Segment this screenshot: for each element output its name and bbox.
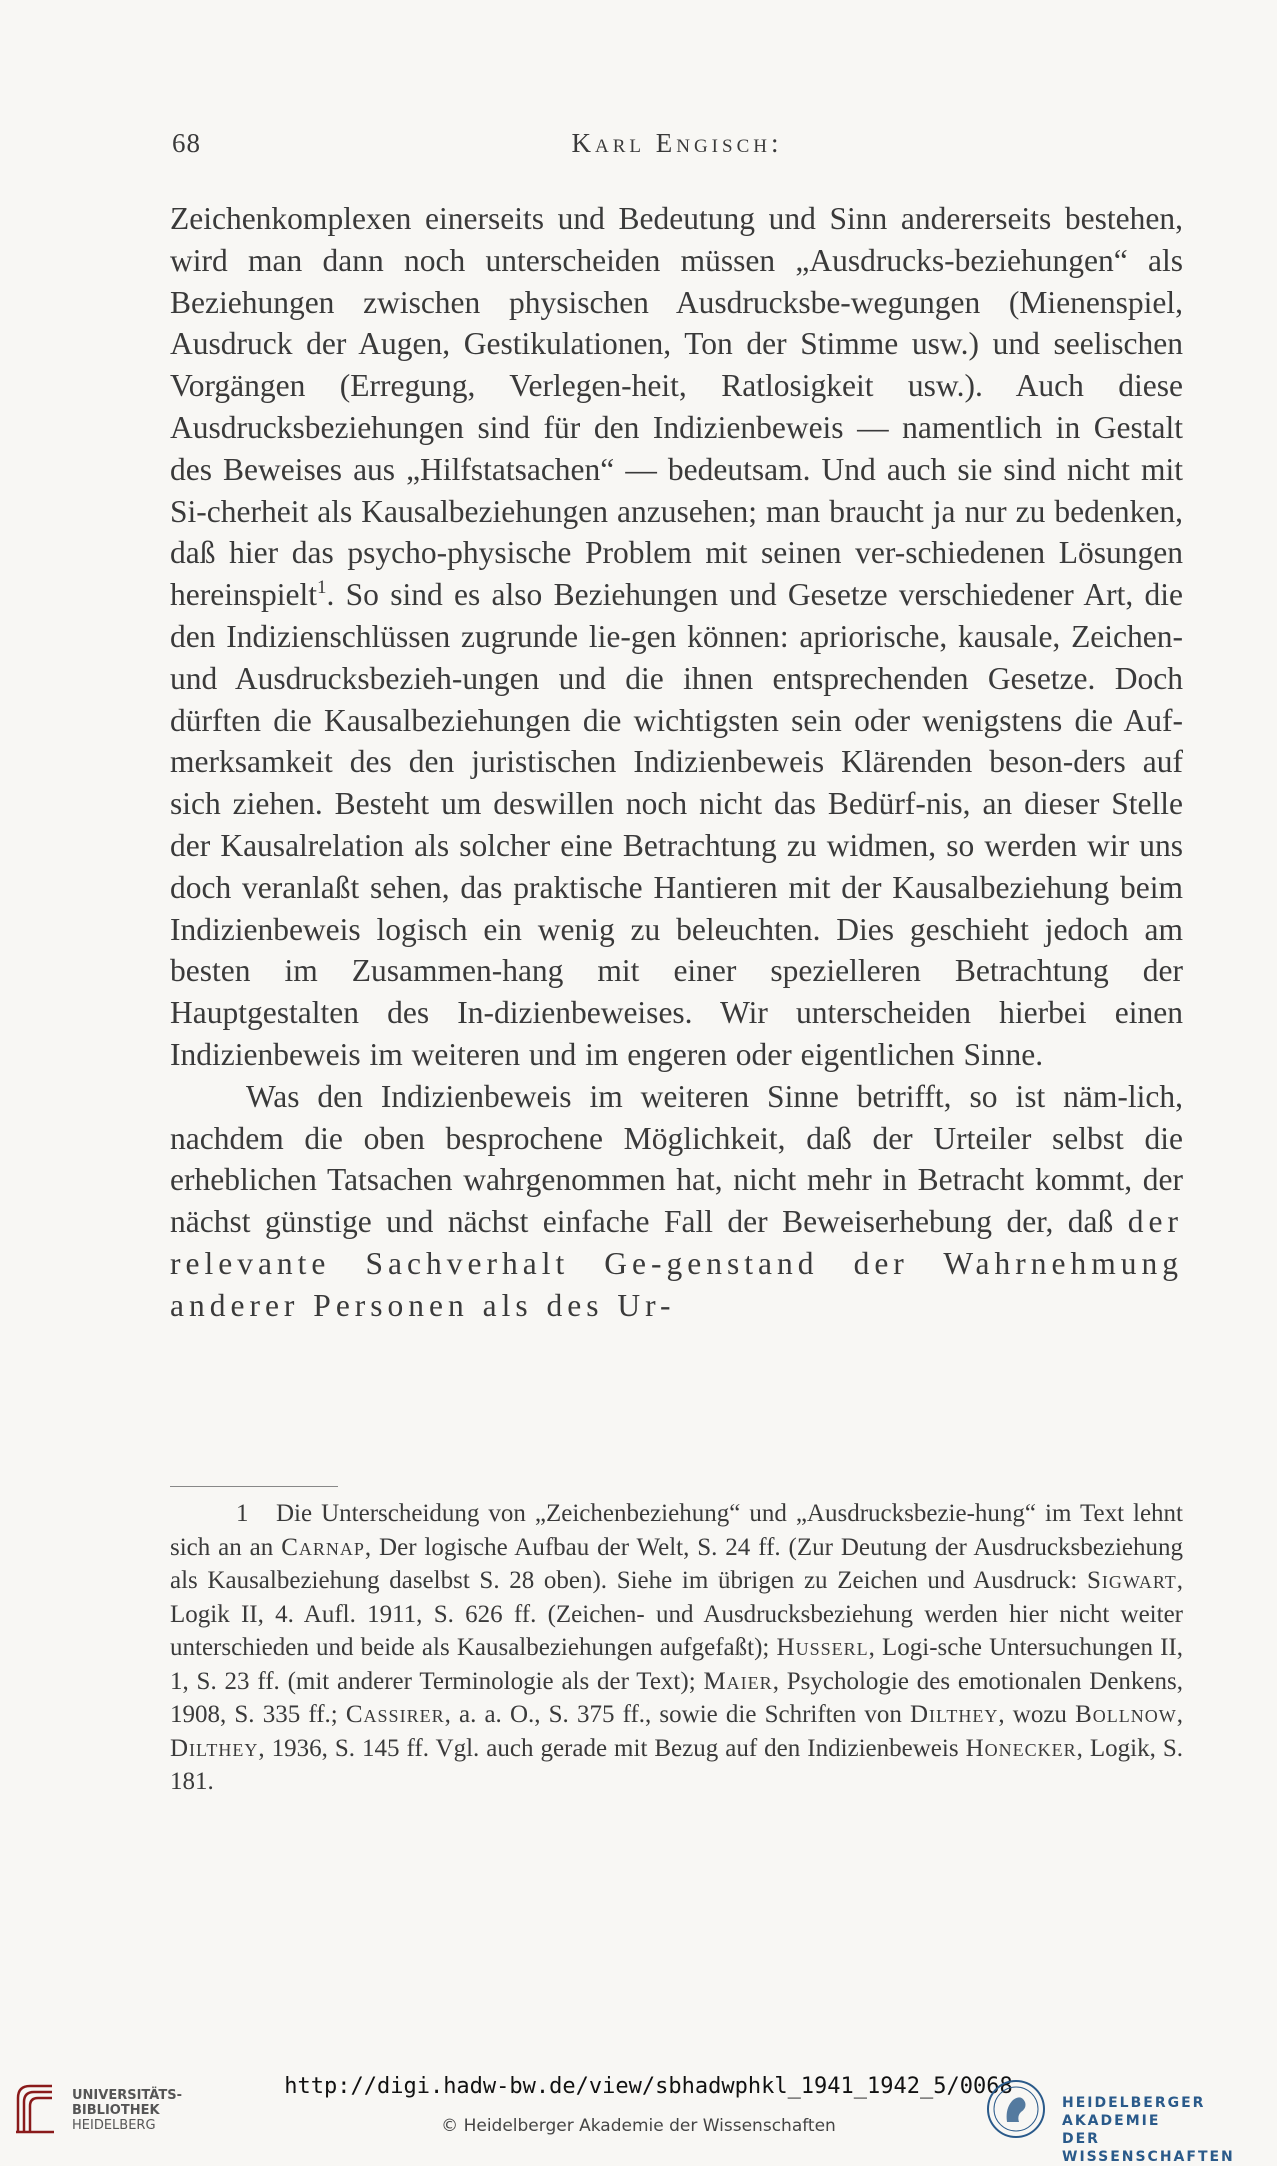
paragraph-1 xyxy=(170,198,1183,1076)
author-name: Dilthey xyxy=(170,1734,259,1762)
paragraph-1-part-2: . So sind es also Beziehungen und Gesetze verschiedener Art, die den Indizienschlüssen zugrunde lie-gen können: apriorische, kausale, Zeichen- und Ausdrucksbezieh-ungen und die ihnen entsprechenden Gesetze. Doch dürften die Kausalbeziehungen die wichtigsten sein oder wenigstens die Auf-merksamkeit des den juristischen Indizienbeweis Klärenden beson-ders auf sich ziehen. Besteht um deswillen noch nicht das Bedürf-nis, an dieser Stelle der Kausalrelation als solcher eine Betrachtung zu widmen, so werden wir uns doch veranlaßt sehen, das praktische Hantieren mit der Kausalbeziehung beim Indizienbeweis logisch ein wenig zu beleuchten. Dies geschieht jedoch am besten im Zusammen-hang mit einer spezielleren Betrachtung der Hauptgestalten des In-dizienbeweises. Wir unterscheiden hierbei einen Indizienbeweis im weiteren und im engeren oder eigentlichen Sinne. xyxy=(170,577,1183,1072)
page-number: 68 xyxy=(172,128,201,158)
author-name: Husserl xyxy=(776,1634,869,1661)
paragraph-1-part-1: Zeichenkomplexen einerseits und Bedeutung und Sinn andererseits bestehen, wird man dann noch unterscheiden müssen „Ausdrucks-beziehungen“ als Beziehungen zwischen physischen Ausdrucksbe-wegungen (Mienenspiel, Ausdruck der Augen, Gestikulationen, Ton der Stimme usw.) und seelischen Vorgängen (Erregung, Verlegen-heit, Ratlosigkeit usw.). Auch diese Ausdrucksbeziehungen sind für den Indizienbeweis — namentlich in Gestalt des Beweises aus „Hilfstatsachen“ — bedeutsam. Und auch sie sind nicht mit Si-cherheit als Kausalbeziehungen anzusehen; man braucht ja nur zu bedenken, daß hier das psycho-physische Problem mit seinen ver-schiedenen Lösungen hereinspielt xyxy=(170,201,1183,613)
footnote-segment: , wozu xyxy=(998,1701,1076,1728)
footnote-segment: , Logik II, 4. Aufl. 1911, S. 626 ff. (Zeichen- und Ausdrucksbeziehung werden hier nicht weiter unterschieden und beide als Kausalbeziehungen aufgefaßt); xyxy=(170,1567,1183,1661)
footnote-segment: , 1936, S. 145 ff. Vgl. auch gerade mit Bezug auf den Indizienbeweis xyxy=(258,1734,966,1762)
academy-name xyxy=(1062,2094,1277,2166)
footer xyxy=(0,2068,1277,2165)
footnote-divider xyxy=(170,1486,338,1487)
paragraph-2 xyxy=(170,1076,1183,1327)
running-head: Karl Engisch: xyxy=(571,128,783,158)
academy-line-2: DER WISSENSCHAFTEN xyxy=(1062,2131,1235,2165)
footnote-reference[interactable]: 1 xyxy=(316,577,327,599)
footnote xyxy=(170,1497,1183,1799)
library-line-3: HEIDELBERG xyxy=(72,2118,156,2133)
footnote-segment: , a. a. O., S. 375 ff., sowie die Schriften von xyxy=(444,1701,910,1728)
author-name: Honecker xyxy=(965,1734,1077,1762)
library-line-2: BIBLIOTHEK xyxy=(72,2103,160,2118)
paragraph-2-part-1: Was den Indizienbeweis im weiteren Sinne betrifft, so ist näm-lich, nachdem die oben besprochene Möglichkeit, daß der Urteiler selbst die erheblichen Tatsachen wahrgenommen hat, nicht mehr in Betracht kommt, der nächst günstige und nächst einfache Fall der Beweiserhebung der, daß xyxy=(170,1078,1183,1240)
author-name: Bollnow xyxy=(1075,1701,1177,1728)
footnote-mark: 1 xyxy=(236,1500,249,1527)
footnote-segment: , Logik, S. 181. xyxy=(170,1734,1183,1795)
page-header xyxy=(172,128,1182,168)
footnote-segment: , Logi-sche Untersuchungen II, 1, S. 23 ff. (mit anderer Terminologie als der Text); xyxy=(170,1634,1183,1695)
academy-seal-icon xyxy=(985,2078,1047,2140)
body-text xyxy=(170,198,1183,1327)
footnote-segment: , Psychologie des emotionalen Denkens, 1908, S. 335 ff.; xyxy=(170,1667,1183,1728)
copyright-notice: © Heidelberger Akademie der Wissenschaften xyxy=(441,2116,836,2136)
author-name: Carnap xyxy=(281,1533,365,1561)
footnote-segment: , Der logische Aufbau der Welt, S. 24 ff. (Zur Deutung der Ausdrucksbeziehung als Kausalbeziehung daselbst S. 28 oben). Siehe im übrigen zu Zeichen und Ausdruck: xyxy=(170,1533,1183,1594)
author-name: Sigwart xyxy=(1086,1567,1177,1594)
footnote-text xyxy=(170,1497,1183,1799)
author-name: Dilthey xyxy=(910,1701,999,1728)
emphasized-text: der relevante Sachverhalt Ge-genstand der Wahrnehmung anderer Personen als des Ur- xyxy=(170,1204,1183,1323)
footnote-segment: , xyxy=(1176,1701,1183,1728)
author-name: Cassirer xyxy=(345,1701,445,1728)
source-url-link[interactable]: http://digi.hadw-bw.de/view/sbhadwphkl_1941_1942_5/0068 xyxy=(284,2074,1013,2099)
library-line-1: UNIVERSITÄTS- xyxy=(72,2088,182,2103)
footnote-segment: Die Unterscheidung von „Zeichenbeziehung“ und „Ausdrucksbezie-hung“ im Text lehnt sich an an xyxy=(170,1500,1183,1561)
academy-line-1: HEIDELBERGER AKADEMIE xyxy=(1062,2095,1206,2129)
author-name: Maier xyxy=(703,1667,773,1695)
